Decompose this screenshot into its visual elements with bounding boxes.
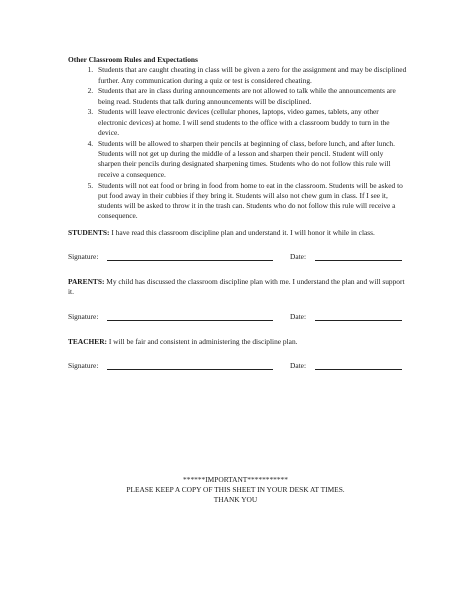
date-label: Date:	[290, 311, 307, 321]
rule-item-5: 5. Students will not eat food or bring in food from home to eat in the classroom. Students will be asked to put food away in their cubbies if they bring it. Students will also not chew gum in class. If I see it, students will be asked to throw it in the trash can. Students who do not follow this rule will receive a consequence.	[95, 181, 408, 222]
students-statement	[68, 228, 408, 238]
parents-signature-row	[68, 312, 408, 323]
parents-statement	[68, 277, 408, 298]
signature-label: Signature:	[68, 311, 99, 321]
important-title: ******IMPORTANT***********	[183, 475, 288, 484]
date-label: Date:	[290, 360, 307, 370]
date-line[interactable]	[315, 260, 402, 261]
rule-item-4: 4. Students will be allowed to sharpen their pencils at beginning of class, before lunch, and after lunch. Students will not get up during the middle of a lesson and sharpen their pencil. Student will only sharpen their pencils during designated sharpening times. Students who do not follow this rule will receive a consequence.	[95, 139, 408, 180]
teacher-statement	[68, 337, 408, 347]
important-message: PLEASE KEEP A COPY OF THIS SHEET IN YOUR DESK AT TIMES.	[126, 485, 345, 494]
date-line[interactable]	[315, 369, 402, 370]
students-text: I have read this classroom discipline plan and understand it. I will honor it while in class.	[109, 227, 375, 237]
signature-line[interactable]	[107, 369, 273, 370]
teacher-signature-row	[68, 361, 408, 372]
parents-label: PARENTS:	[68, 277, 105, 287]
rules-list	[68, 65, 408, 221]
important-notice	[0, 475, 471, 505]
teacher-text: I will be fair and consistent in administering the discipline plan.	[107, 336, 298, 346]
signature-label: Signature:	[68, 252, 99, 262]
date-line[interactable]	[315, 320, 402, 321]
parents-text: My child has discussed the classroom discipline plan with me. I understand the plan and will support it.	[68, 277, 405, 297]
students-label: STUDENTS:	[68, 227, 110, 237]
signature-line[interactable]	[107, 320, 273, 321]
date-label: Date:	[290, 252, 307, 262]
teacher-label: TEACHER:	[68, 336, 108, 346]
rule-item-3: 3. Students will leave electronic devices (cellular phones, laptops, video games, tablets, any other electronic devices) at home. I will send students to the office with a classroom buddy to turn in the device.	[95, 107, 408, 138]
rule-item-1: 1. Students that are caught cheating in class will be given a zero for the assignment and may be disciplined further. Any communication during a quiz or test is considered cheating.	[95, 65, 408, 86]
important-thanks: THANK YOU	[213, 495, 258, 504]
section-heading: Other Classroom Rules and Expectations	[68, 55, 198, 64]
rule-item-2: 2. Students that are in class during announcements are not allowed to talk while the announcements are being read. Students that talk during announcements will be disciplined.	[95, 86, 408, 107]
document-body	[68, 55, 408, 372]
signature-line[interactable]	[107, 260, 273, 261]
signature-label: Signature:	[68, 360, 99, 370]
students-signature-row	[68, 252, 408, 263]
